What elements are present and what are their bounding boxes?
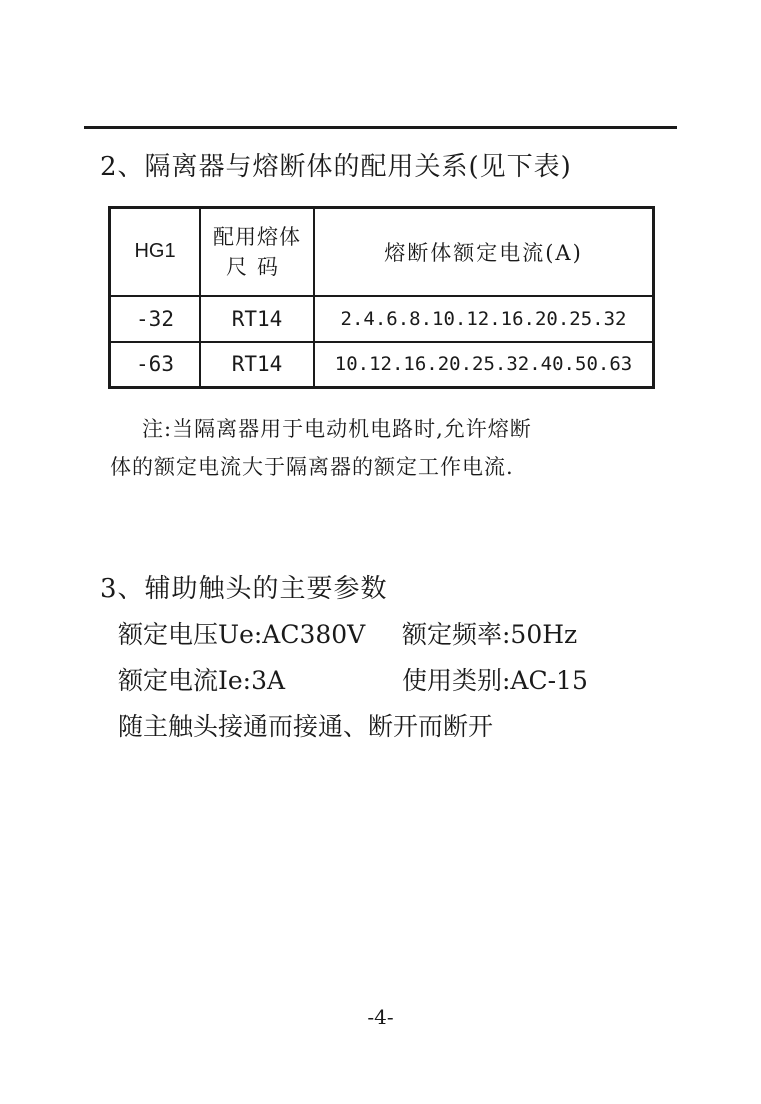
row-rated-currents: 2.4.6.8.10.12.16.20.25.32 bbox=[314, 296, 654, 342]
header-fuse-size-line2: 尺码 bbox=[226, 254, 288, 279]
header-rating: 熔断体额定电流(A) bbox=[314, 208, 654, 296]
note-line1: 注:当隔离器用于电动机电路时,允许熔断 bbox=[142, 417, 532, 441]
row-fuse-size: RT14 bbox=[200, 296, 314, 342]
usage-category: 使用类别:AC-15 bbox=[402, 666, 588, 695]
param-row bbox=[118, 658, 588, 704]
section3-heading: 3、辅助触头的主要参数 bbox=[100, 574, 388, 604]
rated-voltage: 额定电压Ue:AC380V bbox=[118, 620, 366, 649]
fuse-table bbox=[108, 206, 655, 389]
header-fuse-size bbox=[200, 208, 314, 296]
top-rule bbox=[84, 126, 677, 129]
row-fuse-size: RT14 bbox=[200, 342, 314, 388]
row-model: -63 bbox=[110, 342, 201, 388]
aux-contact-params bbox=[118, 612, 588, 750]
table-header-row bbox=[110, 208, 654, 296]
table-row bbox=[110, 296, 654, 342]
row-model: -32 bbox=[110, 296, 201, 342]
page-number: -4- bbox=[367, 1005, 394, 1029]
param-row bbox=[118, 612, 588, 658]
section2-heading: 2、隔离器与熔断体的配用关系(见下表) bbox=[100, 152, 572, 182]
row-rated-currents: 10.12.16.20.25.32.40.50.63 bbox=[314, 342, 654, 388]
rated-frequency: 额定频率:50Hz bbox=[402, 620, 578, 649]
note-line2: 体的额定电流大于隔离器的额定工作电流. bbox=[110, 455, 514, 479]
table-note bbox=[110, 410, 665, 486]
rated-current: 额定电流Ie:3A bbox=[118, 666, 286, 695]
table-row bbox=[110, 342, 654, 388]
contact-behavior: 随主触头接通而接通、断开而断开 bbox=[118, 712, 494, 741]
header-fuse-size-line1: 配用熔体 bbox=[213, 224, 301, 249]
header-model: HG1 bbox=[110, 208, 201, 296]
